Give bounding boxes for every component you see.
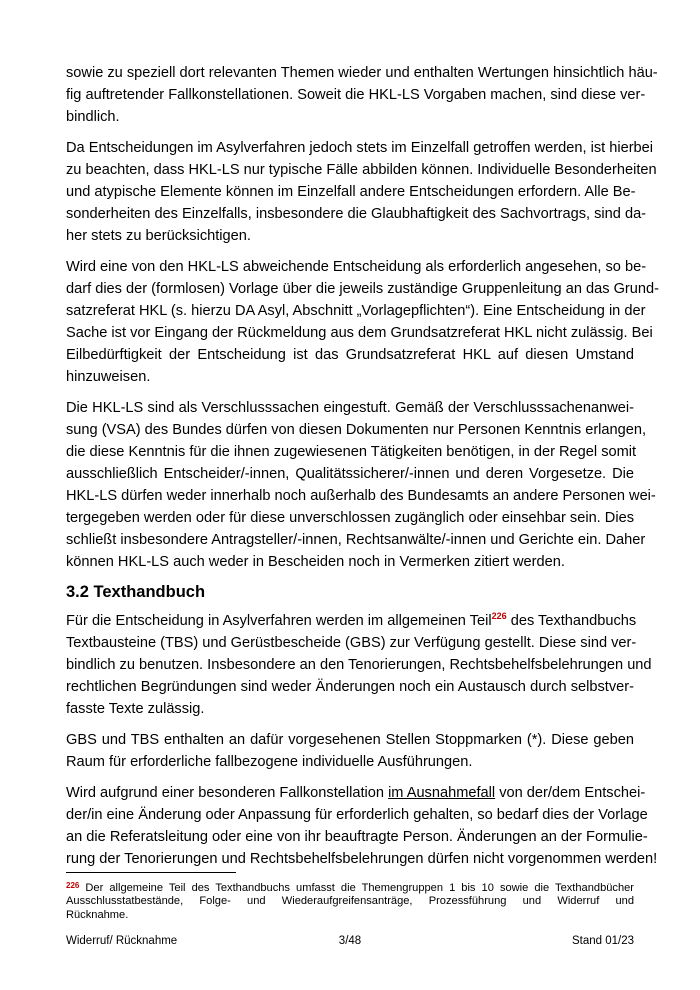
text-line: tergegeben werden oder für diese unverschlossen zugänglich oder einsehbar sein. Dies [66, 510, 634, 526]
footnote-line [66, 879, 634, 895]
paragraph-1 [66, 62, 658, 128]
footnote-line: Ausschlusstatbestände, Folge- und Wiederaufgreifensanträge, Prozessführung und Widerruf und [66, 895, 634, 908]
text-line: bindlich zu benutzen. Insbesondere an den Tenorierungen, Rechtsbehelfsbelehrungen und [66, 657, 652, 673]
text-line: Sache ist vor Eingang der Rückmeldung aus dem Grundsatzreferat HKL nicht zulässig. Bei [66, 325, 653, 341]
footnote [66, 879, 634, 922]
text-line: Textbausteine (TBS) und Gerüstbescheide (GBS) zur Verfügung gestellt. Diese sind ver- [66, 635, 637, 651]
text-line: Die HKL-LS sind als Verschlusssachen eingestuft. Gemäß der Verschlusssachenanwei- [66, 400, 634, 416]
footnote-line: Rücknahme. [66, 908, 129, 921]
paragraph-5 [66, 610, 652, 720]
footnote-reference[interactable]: 226 [491, 611, 507, 621]
text-line: Raum für erforderliche fallbezogene individuelle Ausführungen. [66, 754, 473, 770]
text-line: können HKL-LS auch weder in Bescheiden noch in Vermerken zitiert werden. [66, 554, 565, 570]
text-line: Eilbedürftigkeit der Entscheidung ist das Grundsatzreferat HKL auf diesen Umstand [66, 347, 634, 363]
text-segment: Wird aufgrund einer besonderen Fallkonstellation [66, 785, 389, 801]
footnote-mark: 226 [66, 881, 80, 890]
footer-version-date: Stand 01/23 [571, 935, 634, 947]
text-line: sonderheiten des Einzelfalls, insbesondere die Glaubhaftigkeit des Sachvortrags, sind da- [66, 206, 647, 222]
paragraph-2 [66, 137, 657, 247]
paragraph-6 [66, 729, 634, 773]
paragraph-3 [66, 256, 660, 388]
footer-document-title: Widerruf/ Rücknahme [66, 935, 178, 947]
text-segment: Für die Entscheidung in Asylverfahren werden im allgemeinen Teil [66, 613, 492, 629]
text-line: zu beachten, dass HKL-LS nur typische Fälle abbilden können. Individuelle Besonderheiten [66, 162, 657, 178]
text-line: bindlich. [66, 109, 120, 125]
text-line: Da Entscheidungen im Asylverfahren jedoch stets im Einzelfall getroffen werden, ist hierbei [66, 140, 654, 156]
text-line: rechtlichen Begründungen sind weder Änderungen noch ein Austausch durch selbstver- [66, 679, 634, 695]
text-line: schließt insbesondere Antragsteller/-innen, Rechtsanwälte/-innen und Gerichte ein. Daher [66, 532, 646, 548]
text-line: fasste Texte zulässig. [66, 701, 205, 717]
text-segment: von der/dem Entschei- [495, 785, 646, 801]
text-line: darf dies der (formlosen) Vorlage über die jeweils zuständige Gruppenleitung an das Grund- [66, 281, 660, 297]
text-line: die diese Kenntnis für die ihnen zugewiesenen Tätigkeiten benötigen, in der Regel somit [66, 444, 637, 460]
text-line: GBS und TBS enthalten an dafür vorgesehenen Stellen Stoppmarken (*). Diese geben [66, 732, 634, 748]
text-line: HKL-LS dürfen weder innerhalb noch außerhalb des Bundesamts an andere Personen wei- [66, 488, 656, 504]
page-body [66, 62, 660, 879]
text-segment: des Texthandbuchs [506, 613, 637, 629]
text-line: an die Referatsleitung oder eine von ihr beauftragte Person. Änderungen an der Formulie- [66, 829, 648, 845]
text-line: satzreferat HKL (s. hierzu DA Asyl, Abschnitt „Vorlagepflichten“). Eine Entscheidung in der [66, 303, 646, 319]
section-heading: 3.2 Texthandbuch [66, 583, 206, 601]
text-line: sung (VSA) des Bundes dürfen von diesen Dokumenten nur Personen Kenntnis erlangen, [66, 422, 647, 438]
text-line: ausschließlich Entscheider/-innen, Qualitätssicherer/-innen und deren Vorgesetze. Die [66, 466, 634, 482]
text-line: fig auftretender Fallkonstellationen. Soweit die HKL-LS Vorgaben machen, sind diese ver- [66, 87, 646, 103]
text-line: Wird eine von den HKL-LS abweichende Entscheidung als erforderlich angesehen, so be- [66, 259, 647, 275]
footer-page-number: 3/48 [338, 935, 362, 947]
text-line: her stets zu berücksichtigen. [66, 228, 251, 244]
text-line: der/in eine Änderung oder Anpassung für erforderlich gehalten, so bedarf dies der Vorlage [66, 807, 648, 823]
text-line: und atypische Elemente können im Einzelfall andere Entscheidungen erfordern. Alle Be- [66, 184, 636, 200]
paragraph-7 [66, 782, 658, 870]
emphasis-underlined: im Ausnahmefall [388, 785, 496, 801]
paragraph-4 [66, 397, 656, 573]
text-line: sowie zu speziell dort relevanten Themen wieder und enthalten Wertungen hinsichtlich häu- [66, 65, 658, 81]
footnote-text: Der allgemeine Teil des Texthandbuchs umfasst die Themengruppen 1 bis 10 sowie die Texthandbücher [79, 882, 634, 894]
text-line [66, 610, 637, 632]
footnote-separator [66, 872, 236, 873]
text-line [66, 782, 646, 804]
text-line: rung der Tenorierungen und Rechtsbehelfsbelehrungen dürfen nicht vorgenommen werden! [66, 851, 658, 867]
text-line: hinzuweisen. [66, 369, 151, 385]
